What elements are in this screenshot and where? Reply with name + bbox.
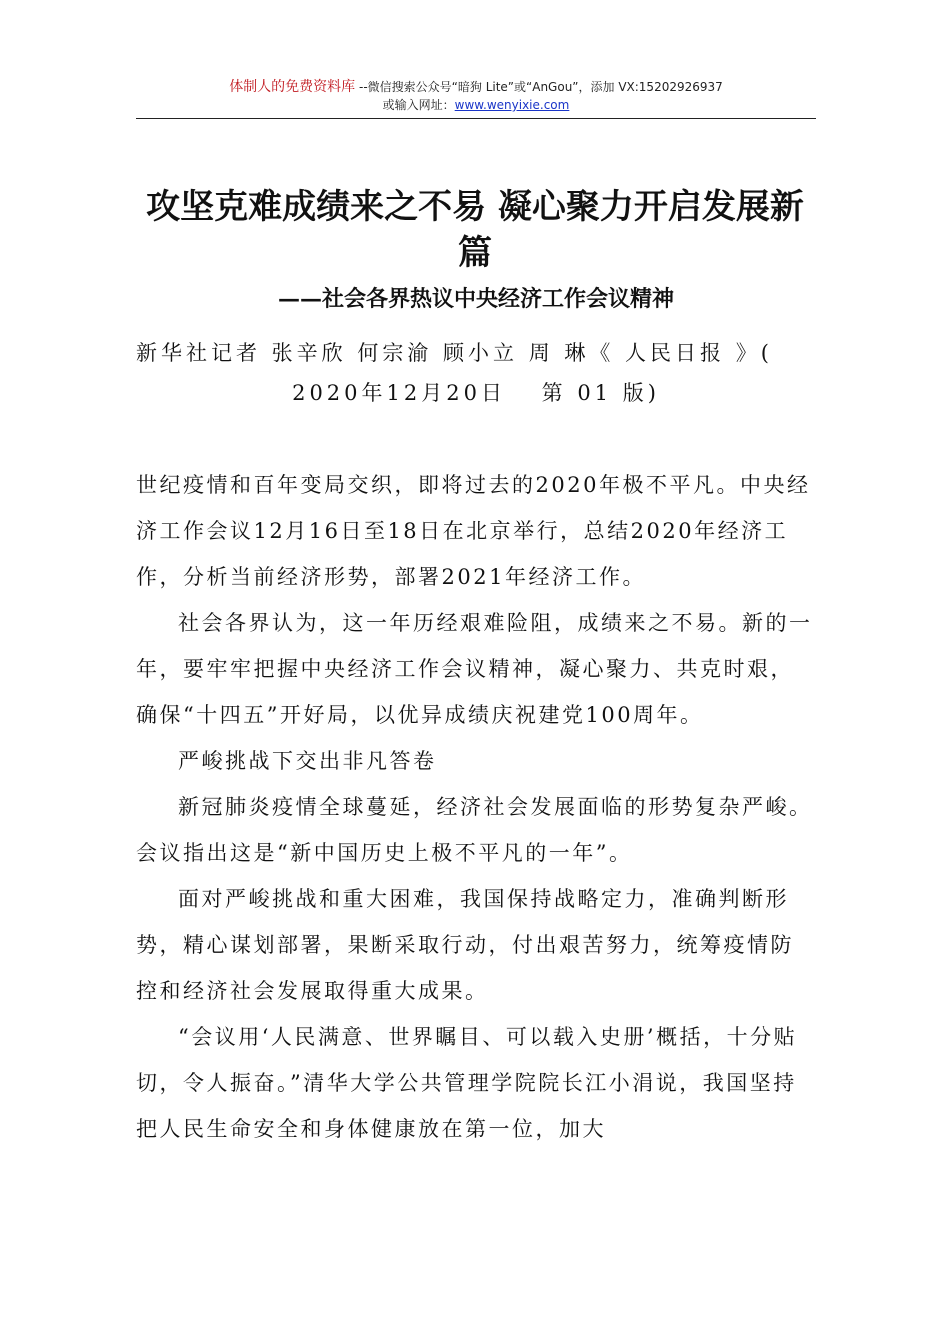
header-brand: 体制人的免费资料库 xyxy=(229,79,356,95)
paragraph: 新冠肺炎疫情全球蔓延，经济社会发展面临的形势复杂严峻。会议指出这是“新中国历史上极不平凡的一年”。 xyxy=(136,795,813,865)
article-title: 攻坚克难成绩来之不易 凝心聚力开启发展新篇 xyxy=(146,187,804,273)
paragraph: “会议用‘人民满意、世界瞩目、可以载入史册’概括，十分贴切，令人振奋。”清华大学公共管理学院院长江小涓说，我国坚持把人民生命安全和身体健康放在第一位，加大 xyxy=(136,1025,798,1141)
header-url-line xyxy=(136,96,816,114)
article-byline xyxy=(136,333,816,413)
section-heading: 严峻挑战下交出非凡答卷 xyxy=(178,749,437,773)
paragraph: 世纪疫情和百年变局交织，即将过去的2020年极不平凡。中央经济工作会议12月16日至18日在北京举行，总结2020年经济工作，分析当前经济形势，部署2021年经济工作。 xyxy=(136,473,811,589)
paragraph: 社会各界认为，这一年历经艰难险阻，成绩来之不易。新的一年，要牢牢把握中央经济工作会议精神，凝心聚力、共克时艰，确保“十四五”开好局，以优异成绩庆祝建党100周年。 xyxy=(136,611,813,727)
article-subtitle: ——社会各界热议中央经济工作会议精神 xyxy=(277,286,674,312)
byline-authors: 新华社记者 张辛欣 何宗渝 顾小立 周 琳《 人民日报 》( xyxy=(136,341,773,365)
article-body xyxy=(136,462,816,1152)
header-info: --微信搜索公众号“暗狗 Lite”或“AnGou”，添加 VX:15202926937 xyxy=(355,80,723,94)
header-url-prefix: 或输入网址： xyxy=(382,98,455,112)
byline-date: 2020年12月20日 第 01 版) xyxy=(292,381,660,405)
page-header xyxy=(136,78,816,114)
header-divider xyxy=(136,118,816,119)
paragraph: 面对严峻挑战和重大困难，我国保持战略定力，准确判断形势，精心谋划部署，果断采取行动，付出艰苦努力，统筹疫情防控和经济社会发展取得重大成果。 xyxy=(136,887,794,1003)
header-url-link[interactable]: www.wenyixie.com xyxy=(454,98,570,112)
